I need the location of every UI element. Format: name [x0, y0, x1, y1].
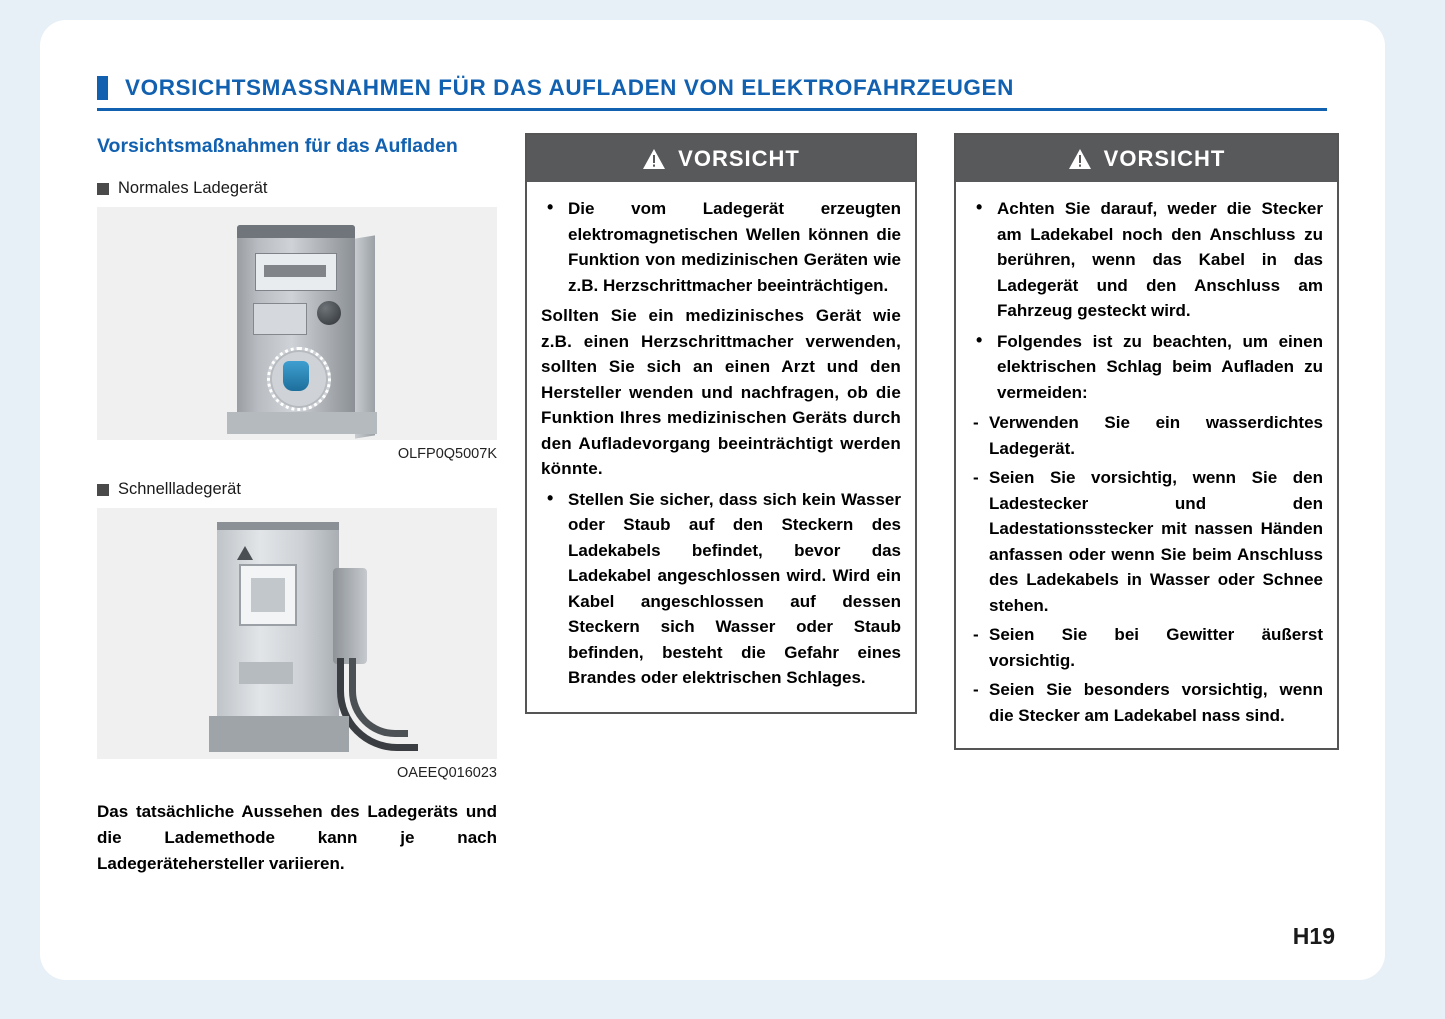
columns	[97, 133, 1327, 877]
figure-1-code: OLFP0Q5007K	[397, 446, 497, 462]
page-title: VORSICHTSMASSNAHMEN FÜR DAS AUFLADEN VON ELEKTROFAHRZEUGEN	[125, 75, 1014, 100]
figure-fast-charger	[97, 508, 497, 759]
fast-charger-display-inner	[251, 578, 285, 612]
caution-paragraph-middle: Sollten Sie ein medizinisches Gerät wie z.B. einen Herzschrittmacher verwenden, sollten Sie sich an einen Arzt und den Hersteller wenden und nachfragen, ob die Funktion Ihres medizinischen Geräts durch den Aufladevorgang beeinträchtigt werden könnte.	[541, 306, 901, 478]
charger-display	[255, 253, 337, 291]
figure-2-label-text: Schnellladegerät	[118, 480, 241, 498]
fast-charger-base	[209, 716, 349, 752]
caution-header-middle	[527, 135, 915, 182]
list-item: - Seien Sie bei Gewitter äußerst vorsichtig.	[970, 622, 1323, 673]
caution-body-middle	[527, 182, 915, 712]
warning-triangle-icon	[642, 148, 666, 170]
section-header	[97, 75, 1327, 111]
list-item: • Achten Sie darauf, weder die Stecker am Ladekabel noch den Anschluss zu berühren, wenn das Kabel in das Ladegerät und den Anschluss am Fahrzeug gesteckt wird.	[970, 196, 1323, 324]
caution-list-middle	[541, 196, 901, 298]
left-column	[97, 133, 497, 877]
fast-charger-buttons	[239, 662, 293, 684]
warning-triangle-icon	[237, 546, 253, 560]
subsection-title: Vorsichtsmaßnahmen für das Aufladen	[97, 135, 458, 157]
caution-list-middle-2	[541, 487, 901, 691]
right-column	[954, 133, 1339, 750]
charger-panel	[253, 303, 307, 335]
figure-1-label-text: Normales Ladegerät	[118, 179, 268, 197]
caution-header-right	[956, 135, 1337, 182]
list-item: • Stellen Sie sicher, dass sich kein Wasser oder Staub auf den Steckern des Ladekabels befindet, bevor das Ladekabel angeschlossen wird. Wird ein Kabel angeschlossen auf dessen Steckern sich Wasser oder Staub befinden, besteht die Gefahr eines Brandes oder elektrischen Schlages.	[541, 487, 901, 691]
charger-plug	[283, 361, 309, 391]
caution-box-middle	[525, 133, 917, 714]
fast-charger-body	[217, 530, 339, 730]
figure-2-code: OAEEQ016023	[397, 765, 497, 781]
manual-page	[40, 20, 1385, 980]
square-bullet-icon	[97, 484, 109, 496]
figure-2-label	[97, 480, 497, 499]
header-marker	[97, 76, 108, 100]
figure-normal-charger	[97, 207, 497, 440]
charger-display-readout	[264, 265, 326, 277]
left-note-text: Das tatsächliche Aussehen des Ladegeräts und die Lademethode kann je nach Ladegerätehersteller variieren.	[97, 802, 497, 873]
charger-knob	[317, 301, 341, 325]
warning-triangle-icon	[1068, 148, 1092, 170]
figure-1-label	[97, 179, 497, 198]
page-number: H19	[1292, 923, 1335, 949]
charger-illustration-body	[237, 225, 355, 430]
fast-charger-connector-arm	[333, 568, 367, 664]
square-bullet-icon	[97, 183, 109, 195]
list-item: • Folgendes ist zu beachten, um einen elektrischen Schlag beim Aufladen zu vermeiden:	[970, 329, 1323, 406]
caution-box-right	[954, 133, 1339, 750]
caution-title-middle: VORSICHT	[678, 145, 800, 171]
charger-top	[237, 225, 355, 238]
list-item: - Seien Sie besonders vorsichtig, wenn die Stecker am Ladekabel nass sind.	[970, 677, 1323, 728]
charger-side-panel	[355, 235, 375, 438]
caution-list-right	[970, 196, 1323, 405]
caution-title-right: VORSICHT	[1103, 145, 1226, 171]
page-content	[97, 75, 1327, 877]
caution-body-right	[956, 182, 1337, 748]
list-item: - Seien Sie vorsichtig, wenn Sie den Ladestecker und den Ladestationsstecker mit nassen Händen anfassen oder wenn Sie beim Anschluss des Ladekabels in Wasser oder Schnee stehen.	[970, 465, 1323, 618]
list-item: • Die vom Ladegerät erzeugten elektromagnetischen Wellen können die Funktion von medizinischen Geräten wie z.B. Herzschrittmacher beeinträchtigen.	[541, 196, 901, 298]
caution-sublist-right	[970, 410, 1323, 728]
list-item: - Verwenden Sie ein wasserdichtes Ladegerät.	[970, 410, 1323, 461]
middle-column	[525, 133, 917, 714]
charger-base	[227, 412, 377, 434]
fast-charger-display	[239, 564, 297, 626]
